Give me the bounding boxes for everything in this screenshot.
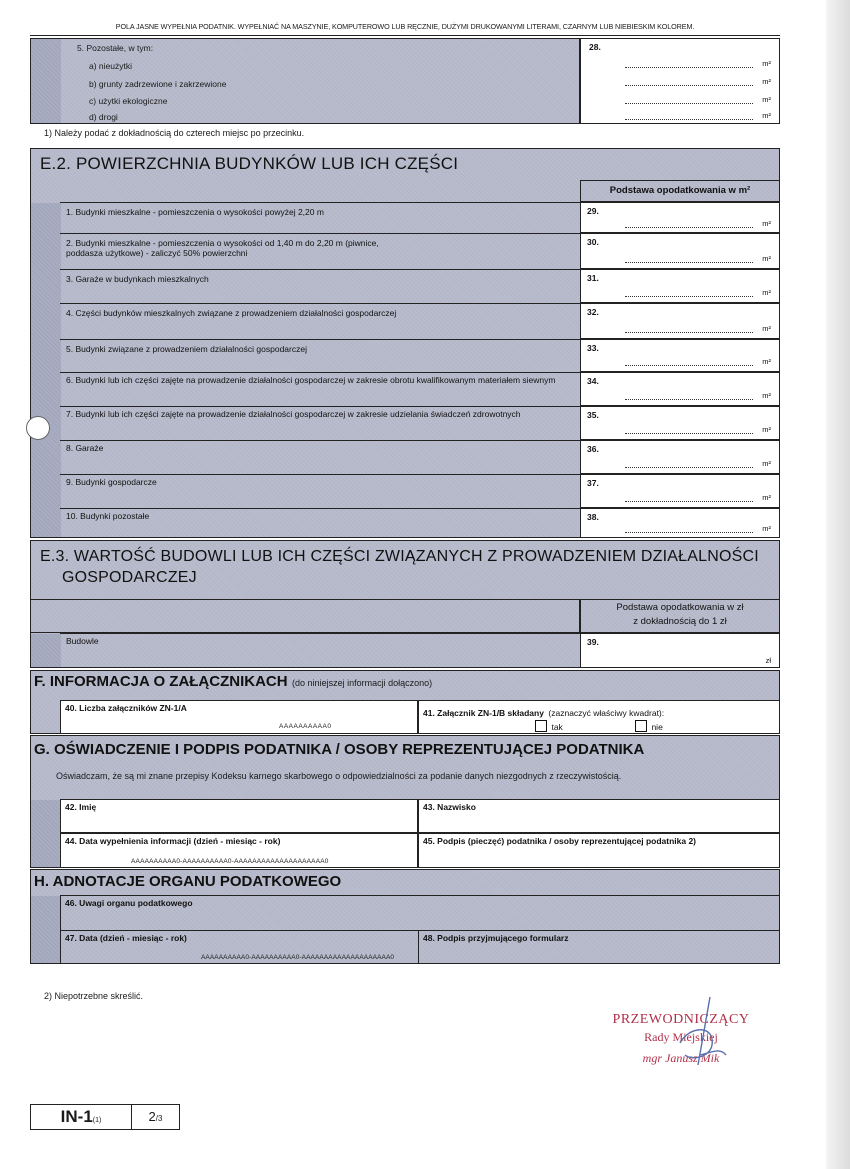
page-number: 2 bbox=[148, 1109, 156, 1124]
e3-title-line1: E.3. WARTOŚĆ BUDOWLI LUB ICH CZĘŚCI ZWIĄZANYCH Z PROWADZENIEM DZIAŁALNOŚCI bbox=[40, 548, 759, 565]
top-block-item-b: b) grunty zadrzewione i zakrzewione bbox=[89, 79, 227, 89]
field-34[interactable]: 34. m² bbox=[580, 372, 780, 406]
h-title: H. ADNOTACJE ORGANU PODATKOWEGO bbox=[34, 873, 342, 890]
f-title-note: (do niniejszej informacji dołączono) bbox=[292, 678, 433, 688]
e3-header-left bbox=[30, 599, 580, 633]
e2-row-label: 1. Budynki mieszkalne - pomieszczenia o wysokości powyżej 2,20 m bbox=[66, 207, 324, 217]
g-title: G. OŚWIADCZENIE I PODPIS PODATNIKA / OSOBY REPREZENTUJĄCEJ PODATNIKA bbox=[34, 741, 645, 758]
e3-row-label: Budowle bbox=[66, 636, 99, 646]
field-29[interactable]: 29. m² bbox=[580, 202, 780, 233]
punch-hole bbox=[26, 416, 50, 440]
g-statement: Oświadczam, że są mi znane przepisy Kodeksu karnego skarbowego o odpowiedzialności za podanie danych niezgodnych z rzeczywistością. bbox=[56, 771, 622, 781]
field-40[interactable]: 40. Liczba załączników ZN-1/A AAAAAAAAAA0 bbox=[60, 700, 418, 734]
f-title: F. INFORMACJA O ZAŁĄCZNIKACH bbox=[34, 673, 288, 690]
e2-title: E.2. POWIERZCHNIA BUDYNKÓW LUB ICH CZĘŚCI bbox=[40, 154, 459, 173]
field-35[interactable]: 35. m² bbox=[580, 406, 780, 440]
field-32[interactable]: 32. m² bbox=[580, 303, 780, 339]
field-44-data[interactable]: 44. Data wypełnienia informacji (dzień - miesiąc - rok) AAAAAAAAAA0-AAAAAAAAAA0-AAAAAAAAAAAAAAAAAAAA0 bbox=[60, 833, 418, 868]
e3-title-line2: GOSPODARCZEJ bbox=[62, 569, 197, 586]
footnote-2: 2) Niepotrzebne skreślić. bbox=[44, 991, 144, 1001]
field-47-data: 47. Data (dzień - miesiąc - rok) AAAAAAAAAA0-AAAAAAAAAA0-AAAAAAAAAAAAAAAAAAAA0 bbox=[60, 930, 418, 964]
scan-edge bbox=[826, 0, 850, 1169]
field-46-uwagi: 46. Uwagi organu podatkowego bbox=[60, 895, 780, 930]
top-block-item-a: a) nieużytki bbox=[89, 61, 132, 71]
top-block-item-d: d) drogi bbox=[89, 112, 118, 122]
option-tak-label: tak bbox=[551, 722, 563, 732]
field-30[interactable]: 30. m² bbox=[580, 233, 780, 269]
e2-row-label: 9. Budynki gospodarcze bbox=[66, 477, 157, 487]
e2-row-label: 2. Budynki mieszkalne - pomieszczenia o wysokości od 1,40 m do 2,20 m (piwnice, poddasza użytkowe) - zaliczyć 50% powierzchni bbox=[66, 238, 379, 258]
top-block-item-c: c) użytki ekologiczne bbox=[89, 96, 168, 106]
footer-form-code-box bbox=[30, 1104, 180, 1130]
form-version: (1) bbox=[92, 1117, 102, 1124]
field-43-nazwisko[interactable]: 43. Nazwisko bbox=[418, 799, 780, 833]
e2-row-label: 6. Budynki lub ich części zajęte na prowadzenie działalności gospodarczej w zakresie obrotu kwalifikowanym materiałem siewnym bbox=[66, 375, 556, 385]
field-41[interactable]: 41. Załącznik ZN-1/B składany (zaznaczyć właściwy kwadrat): tak nie bbox=[418, 700, 780, 734]
field-42-imie[interactable]: 42. Imię bbox=[60, 799, 418, 833]
handwritten-signature bbox=[640, 995, 750, 1095]
option-nie-label: nie bbox=[651, 722, 663, 732]
field-45-podpis[interactable]: 45. Podpis (pieczęć) podatnika / osoby reprezentującej podatnika 2) bbox=[418, 833, 780, 868]
e2-row-label: 7. Budynki lub ich części zajęte na prowadzenie działalności gospodarczej w zakresie udzielania świadczeń zdrowotnych bbox=[66, 409, 521, 419]
checkbox-nie[interactable] bbox=[635, 720, 647, 732]
e2-row-label: 10. Budynki pozostałe bbox=[66, 511, 150, 521]
field-31[interactable]: 31. m² bbox=[580, 269, 780, 303]
field-36[interactable]: 36. m² bbox=[580, 440, 780, 474]
field-48-podpis: 48. Podpis przyjmującego formularz bbox=[418, 930, 780, 964]
e2-row-label: 5. Budynki związane z prowadzeniem działalności gospodarczej bbox=[66, 344, 307, 354]
checkbox-tak[interactable] bbox=[535, 720, 547, 732]
e2-row-label: 8. Garaże bbox=[66, 443, 104, 453]
header-note: POLA JASNE WYPEŁNIA PODATNIK. WYPEŁNIAĆ NA MASZYNIE, KOMPUTEROWO LUB RĘCZNIE, DUŻYMI DRUKOWANYMI LITERAMI, CZARNYM LUB NIEBIESKIM KOLOREM. bbox=[30, 22, 780, 36]
form-code: IN-1 bbox=[60, 1107, 93, 1126]
stamp-line2: Rady Miejskiej bbox=[644, 1030, 718, 1044]
e2-rows bbox=[30, 202, 780, 538]
top-block-label-area bbox=[30, 38, 580, 124]
field-33[interactable]: 33. m² bbox=[580, 339, 780, 372]
field-28[interactable]: 28. m² m² m² m² bbox=[580, 38, 780, 124]
stamp-line1: PRZEWODNICZĄCY bbox=[612, 1012, 750, 1027]
field-37[interactable]: 37. m² bbox=[580, 474, 780, 508]
field-39[interactable]: 39. zł bbox=[580, 633, 780, 668]
stamp-line3: mgr Janusz Mik bbox=[642, 1051, 720, 1065]
footnote-1: 1) Należy podać z dokładnością do czterech miejsc po przecinku. bbox=[44, 128, 305, 138]
field-38[interactable]: 38. m² bbox=[580, 508, 780, 538]
f-title-wrap bbox=[34, 673, 432, 691]
e2-col-header: Podstawa opodatkowania w m² bbox=[580, 180, 780, 202]
e3-col-header: Podstawa opodatkowania w zł z dokładnością do 1 zł bbox=[580, 599, 780, 633]
e2-row-label: 4. Części budynków mieszkalnych związane z prowadzeniem działalności gospodarczej bbox=[66, 308, 397, 318]
e2-row-label: 3. Garaże w budynkach mieszkalnych bbox=[66, 274, 209, 284]
top-block-title: 5. Pozostałe, w tym: bbox=[77, 43, 154, 53]
page-total: /3 bbox=[155, 1114, 163, 1123]
